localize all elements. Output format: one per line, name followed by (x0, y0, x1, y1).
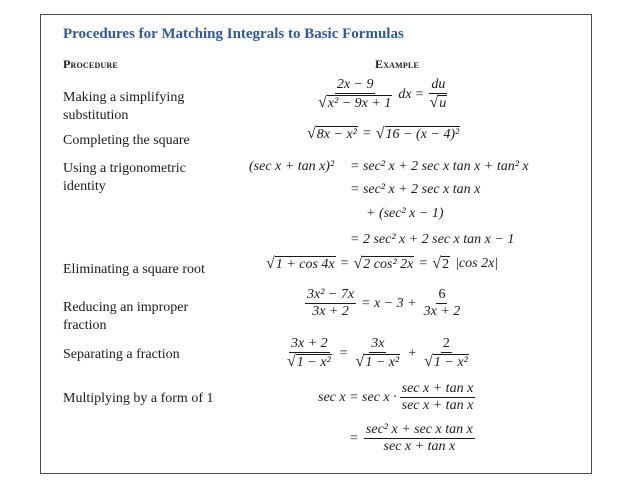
trig-line3: + (sec² x − 1) (366, 206, 444, 221)
sep-equals: = (339, 345, 348, 361)
header-example: Example (375, 57, 420, 71)
root-rhs-tail: |cos 2x| (455, 256, 499, 271)
procedure-separate-fraction: Separating a fraction (63, 347, 180, 362)
form1-numerator: sec x + tan x (401, 381, 474, 396)
improper-numerator-2: 6 (438, 287, 446, 302)
sub-radicand: x² − 9x + 1 (327, 96, 392, 111)
trig-line1-lhs: (sec x + tan x)² (249, 159, 335, 174)
form1-equals: = (350, 430, 358, 446)
procedure-trig-identity: Using a trigonometric identity (63, 161, 186, 194)
sep-radicand-3: 1 − x² (433, 355, 468, 370)
improper-middle: = x − 3 + (361, 295, 417, 311)
example-improper-fraction (305, 288, 462, 319)
sep-numerator: 3x + 2 (290, 336, 328, 351)
root-equals-1: = (340, 256, 349, 271)
sub-equals: = (415, 86, 424, 102)
sep-numerator-2: 3x (371, 336, 385, 351)
procedure-completing-square: Completing the square (63, 133, 190, 148)
sub-dx: dx (398, 86, 412, 102)
sep-radicand-2: 1 − x² (365, 355, 400, 370)
procedure-eliminate-root: Eliminating a square root (63, 262, 205, 277)
example-eliminate-root: √ 1 + cos 4x = √ 2 cos² 2x = √ 2 |cos 2x| (266, 255, 499, 272)
form1-denominator-2: sec x + tan x (383, 439, 456, 454)
root-equals-2: = (419, 256, 428, 271)
sep-numerator-3: 2 (442, 336, 450, 351)
sub-numerator: 2x − 9 (336, 77, 374, 92)
header-procedure: Procedure (63, 57, 118, 71)
root-lhs-radicand: 1 + cos 4x (275, 257, 335, 272)
root-mid-radicand: 2 cos² 2x (363, 257, 414, 272)
improper-denominator-2: 3x + 2 (423, 304, 461, 319)
procedure-improper-fraction: Reducing an improper fraction (63, 300, 189, 333)
sub-du: du (431, 77, 446, 92)
sep-plus: + (408, 345, 417, 361)
form1-lhs: sec x = sec x · (318, 389, 397, 405)
square-rhs-radicand: 16 − (x − 4)² (385, 127, 460, 142)
procedure-multiply-form-one: Multiplying by a form of 1 (63, 391, 214, 406)
example-form-one-line1 (318, 382, 475, 413)
improper-denominator: 3x + 2 (312, 304, 349, 319)
example-substitution: 2x − 9 √ x² − 9x + 1 dx = du √ u (318, 77, 447, 111)
root-rhs-radicand: 2 (442, 257, 450, 272)
trig-line4: = 2 sec² x + 2 sec x tan x − 1 (350, 232, 515, 247)
example-separate-fraction: 3x + 2 √ 1 − x² = 3x √ 1 − x² + 2 √ 1 − x² (287, 336, 468, 370)
trig-line1-rhs: = sec² x + 2 sec x tan x + tan² x (350, 159, 529, 174)
sep-radicand: 1 − x² (296, 355, 331, 370)
square-lhs-radicand: 8x − x² (316, 127, 357, 142)
form1-denominator: sec x + tan x (401, 398, 474, 413)
example-form-one-line2 (350, 423, 475, 454)
improper-numerator: 3x² − 7x (307, 287, 355, 302)
sub-u: u (439, 96, 447, 111)
page-title: Procedures for Matching Integrals to Basic Formulas (63, 26, 404, 42)
form1-numerator-2: sec² x + sec x tan x (365, 422, 473, 437)
square-equals: = (362, 126, 371, 141)
example-completing-square: √ 8x − x² = √ 16 − (x − 4)² (307, 125, 460, 142)
procedure-substitution: Making a simplifying substitution (63, 90, 185, 123)
trig-line2: = sec² x + 2 sec x tan x (350, 182, 481, 197)
